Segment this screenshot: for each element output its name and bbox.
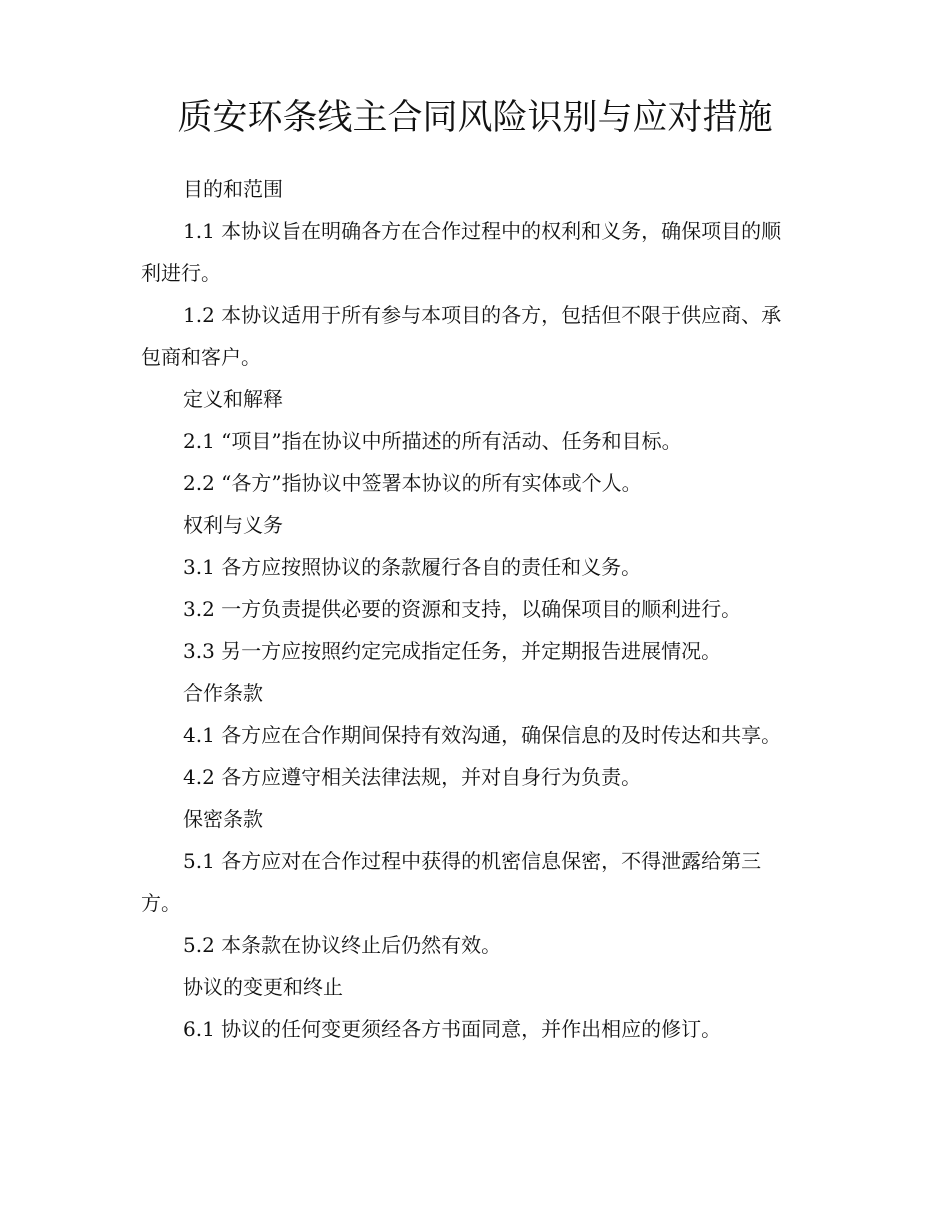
- section-heading-cooperation: 合作条款: [183, 681, 263, 705]
- document-body: [141, 168, 801, 1050]
- section-heading-rights: 权利与义务: [183, 513, 283, 537]
- section-heading-scope: 目的和范围: [183, 177, 283, 201]
- clause-6-1: 6.1 协议的任何变更须经各方书面同意，并作出相应的修订。: [183, 1017, 722, 1041]
- section-heading-amendment: 协议的变更和终止: [183, 975, 343, 999]
- clause-3-2: 3.2 一方负责提供必要的资源和支持，以确保项目的顺利进行。: [183, 597, 742, 621]
- clause-2-2: 2.2 “各方”指协议中签署本协议的所有实体或个人。: [183, 471, 642, 495]
- clause-1-1: 1.1 本协议旨在明确各方在合作过程中的权利和义务，确保项目的顺利进行。: [141, 219, 782, 285]
- clause-1-2: 1.2 本协议适用于所有参与本项目的各方，包括但不限于供应商、承包商和客户。: [141, 303, 782, 369]
- section-heading-confidentiality: 保密条款: [183, 807, 263, 831]
- clause-4-2: 4.2 各方应遵守相关法律法规，并对自身行为负责。: [183, 765, 642, 789]
- clause-5-1: 5.1 各方应对在合作过程中获得的机密信息保密，不得泄露给第三方。: [141, 849, 762, 915]
- section-heading-definitions: 定义和解释: [183, 387, 283, 411]
- clause-2-1: 2.1 “项目”指在协议中所描述的所有活动、任务和目标。: [183, 429, 682, 453]
- clause-5-2: 5.2 本条款在协议终止后仍然有效。: [183, 933, 502, 957]
- document-title: 质安环条线主合同风险识别与应对措施: [177, 98, 773, 138]
- clause-3-1: 3.1 各方应按照协议的条款履行各自的责任和义务。: [183, 555, 642, 579]
- clause-4-1: 4.1 各方应在合作期间保持有效沟通，确保信息的及时传达和共享。: [183, 723, 782, 747]
- clause-3-3: 3.3 另一方应按照约定完成指定任务，并定期报告进展情况。: [183, 639, 722, 663]
